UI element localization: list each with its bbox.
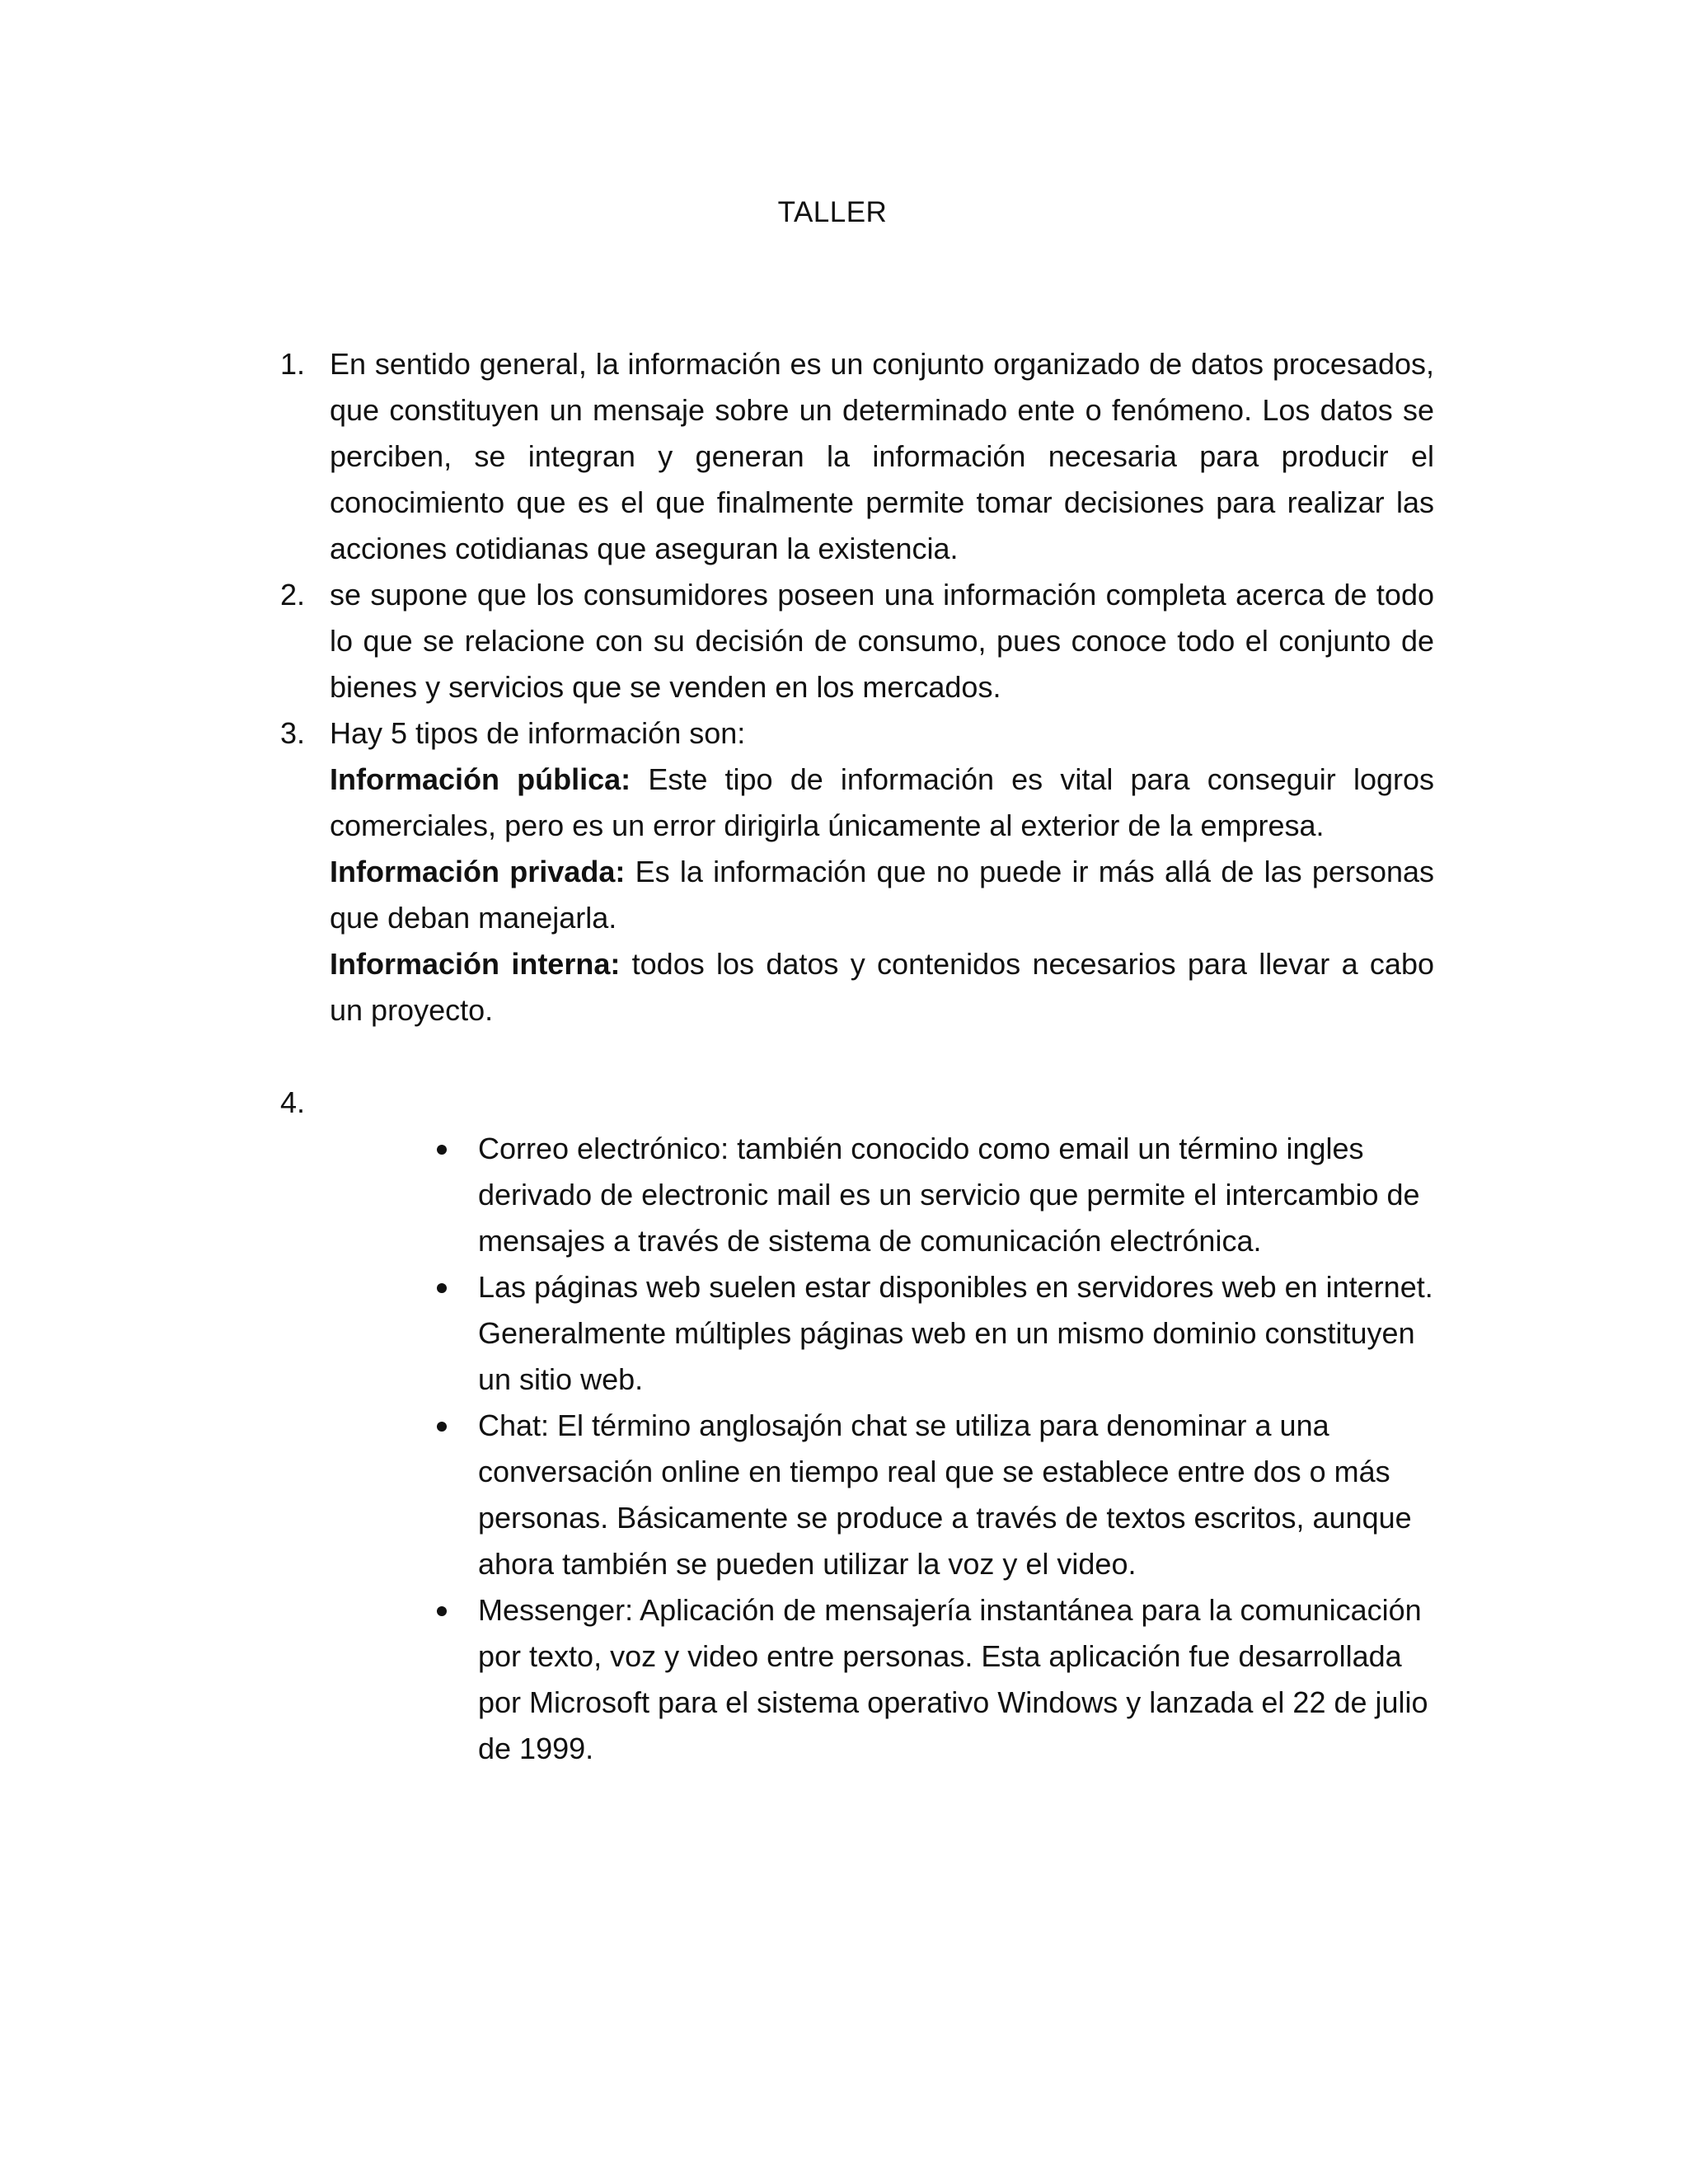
bullet-item-web: [478, 1264, 1434, 1403]
list-item-text: En sentido general, la información es un conjunto organizado de datos procesados, que constituyen un mensaje sobre un determinado ente o fenómeno. Los datos se perciben, se integran y generan la información necesaria para producir el conocimiento que es el que finalmente permite tomar decisiones para realizar las acciones cotidianas que aseguran la existencia.: [330, 347, 1434, 565]
bullet-text: Correo electrónico: también conocido como email un término ingles derivado de electronic mail es un servicio que permite el intercambio de mensajes a través de sistema de comunicación electrónica.: [478, 1132, 1420, 1258]
list-item-1: [280, 341, 1434, 572]
list-item-4: [280, 1080, 1434, 1772]
info-type-text: todos los datos y contenidos necesarios para llevar a cabo un proyecto.: [330, 947, 1435, 1027]
page-title: TALLER: [777, 196, 888, 228]
bullet-icon: [437, 1145, 447, 1155]
info-type-label: Información pública:: [330, 762, 631, 796]
document-body: [280, 341, 1434, 1772]
info-type-text: Es la información que no puede ir más allá de las personas que deban manejarla.: [330, 855, 1435, 935]
list-number: 3.: [280, 716, 306, 750]
bullet-item-email: [478, 1126, 1434, 1264]
list-item-3: [280, 710, 1434, 1033]
info-type-label: Información interna:: [330, 947, 621, 981]
empty-line: [330, 1080, 1434, 1126]
info-type-text: Este tipo de información es vital para conseguir logros comerciales, pero es un error dirigirla únicamente al exterior de la empresa.: [330, 762, 1434, 842]
bullet-item-chat: [478, 1403, 1434, 1587]
bullet-text: Messenger: Aplicación de mensajería instantánea para la comunicación por texto, voz y video entre personas. Esta aplicación fue desarrollada por Microsoft para el sistema operativo Windows y lanzada el 22 de julio de 1999.: [478, 1593, 1428, 1765]
list-item-text: se supone que los consumidores poseen una información completa acerca de todo lo que se relacione con su decisión de consumo, pues conoce todo el conjunto de bienes y servicios que se venden en los mercados.: [330, 578, 1434, 704]
spacer: [280, 1033, 1434, 1080]
bullet-list: [330, 1126, 1434, 1772]
list-item-2: [280, 572, 1434, 710]
list-number: 1.: [280, 347, 306, 381]
list-number: 2.: [280, 578, 306, 612]
bullet-icon: [437, 1283, 447, 1293]
info-type-private: [330, 849, 1434, 941]
info-type-label: Información privada:: [330, 855, 626, 888]
bullet-text: Chat: El término anglosajón chat se utiliza para denominar a una conversación online en tiempo real que se establece entre dos o más personas. Básicamente se produce a través de textos escritos, aunque ahora también se pueden utilizar la voz y el video.: [478, 1408, 1412, 1581]
info-type-internal: [330, 941, 1434, 1033]
list-item-intro: Hay 5 tipos de información son:: [330, 716, 746, 750]
bullet-text: Las páginas web suelen estar disponibles en servidores web en internet. Generalmente múltiples páginas web en un mismo dominio constituyen un sitio web.: [478, 1270, 1433, 1396]
bullet-icon: [437, 1422, 447, 1432]
bullet-icon: [437, 1606, 447, 1616]
info-type-public: [330, 757, 1434, 849]
bullet-item-messenger: [478, 1587, 1434, 1772]
list-number: 4.: [280, 1085, 306, 1119]
